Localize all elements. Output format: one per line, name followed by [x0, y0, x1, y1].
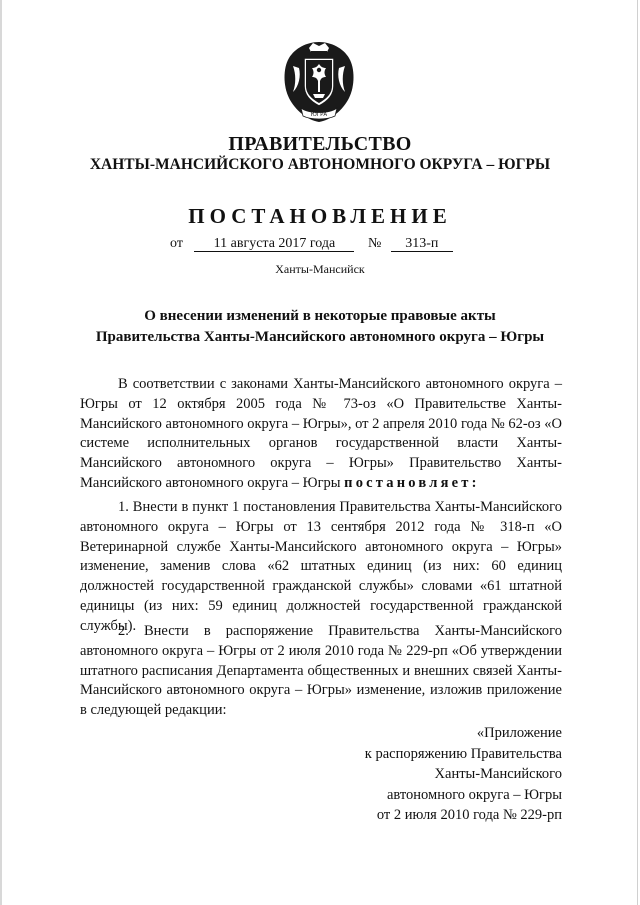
document-date: 11 августа 2017 года [194, 236, 354, 252]
annex-line-5: от 2 июля 2010 года № 229-рп [376, 807, 562, 823]
number-prefix: № [367, 236, 382, 251]
item-2-paragraph [80, 622, 562, 721]
annex-line-2: к распоряжению Правительства [364, 745, 562, 762]
preamble-paragraph [80, 375, 562, 494]
annex-line-1: «Приложение [476, 725, 562, 741]
city-name: Ханты-Мансийск [275, 262, 365, 276]
subject-line-2: Правительства Ханты-Мансийского автономного округа – Югры [95, 329, 545, 345]
date-prefix: от [170, 236, 183, 251]
document-type-title: ПОСТАНОВЛЕНИЕ [188, 204, 452, 228]
annex-line-3: Ханты-Мансийского [434, 766, 562, 782]
document-subject [0, 306, 640, 348]
date-number-line [170, 236, 453, 252]
annex-line-4: автономного округа – Югры [386, 786, 562, 803]
emblem-ribbon-text: ЮГРА [310, 112, 328, 118]
government-title: ПРАВИТЕЛЬСТВО [228, 133, 412, 155]
preamble-text: В соответствии с законами Ханты-Мансийского автономного округа – Югры от 12 октября 2005 года № 73-оз «О Правительстве Ханты-Мансийского автономного округа – Югры», от 2 апреля 2010 года № 62-оз «О системе исполнительных органов государственной власти Ханты-Мансийского автономного округа – Югры» Правительство Ханты-Мансийского автономного округа – Югры [80, 376, 562, 491]
government-subtitle: ХАНТЫ-МАНСИЙСКОГО АВТОНОМНОГО ОКРУГА – ЮГРЫ [89, 156, 551, 173]
annex-header [365, 723, 562, 826]
coat-of-arms-emblem [277, 40, 361, 124]
item-1-text: 1. Внести в пункт 1 постановления Правительства Ханты-Мансийского автономного округа – Югры от 13 сентября 2012 года № 318-п «О Ветеринарной службе Ханты-Мансийского автономного округа – Югры» изменение, заменив слова «62 штатных единиц (из них: 60 единиц должностей государственной гражданской службы» словами «61 штатной единицы (из них: 59 единиц должностей государственной гражданской службы). [80, 499, 562, 634]
decree-word: постановляет: [344, 474, 480, 491]
item-2-text: 2. Внести в распоряжение Правительства Ханты-Мансийского автономного округа – Югры от 2 июля 2010 года № 229-рп «Об утверждении штатного расписания Департамента общественных и внешних связей Ханты-Мансийского автономного округа – Югры» изменение, изложив приложение в следующей редакции: [80, 623, 562, 719]
item-1-paragraph [80, 498, 562, 637]
subject-line-1: О внесении изменений в некоторые правовые акты [144, 308, 496, 324]
document-number: 313-п [391, 236, 453, 252]
